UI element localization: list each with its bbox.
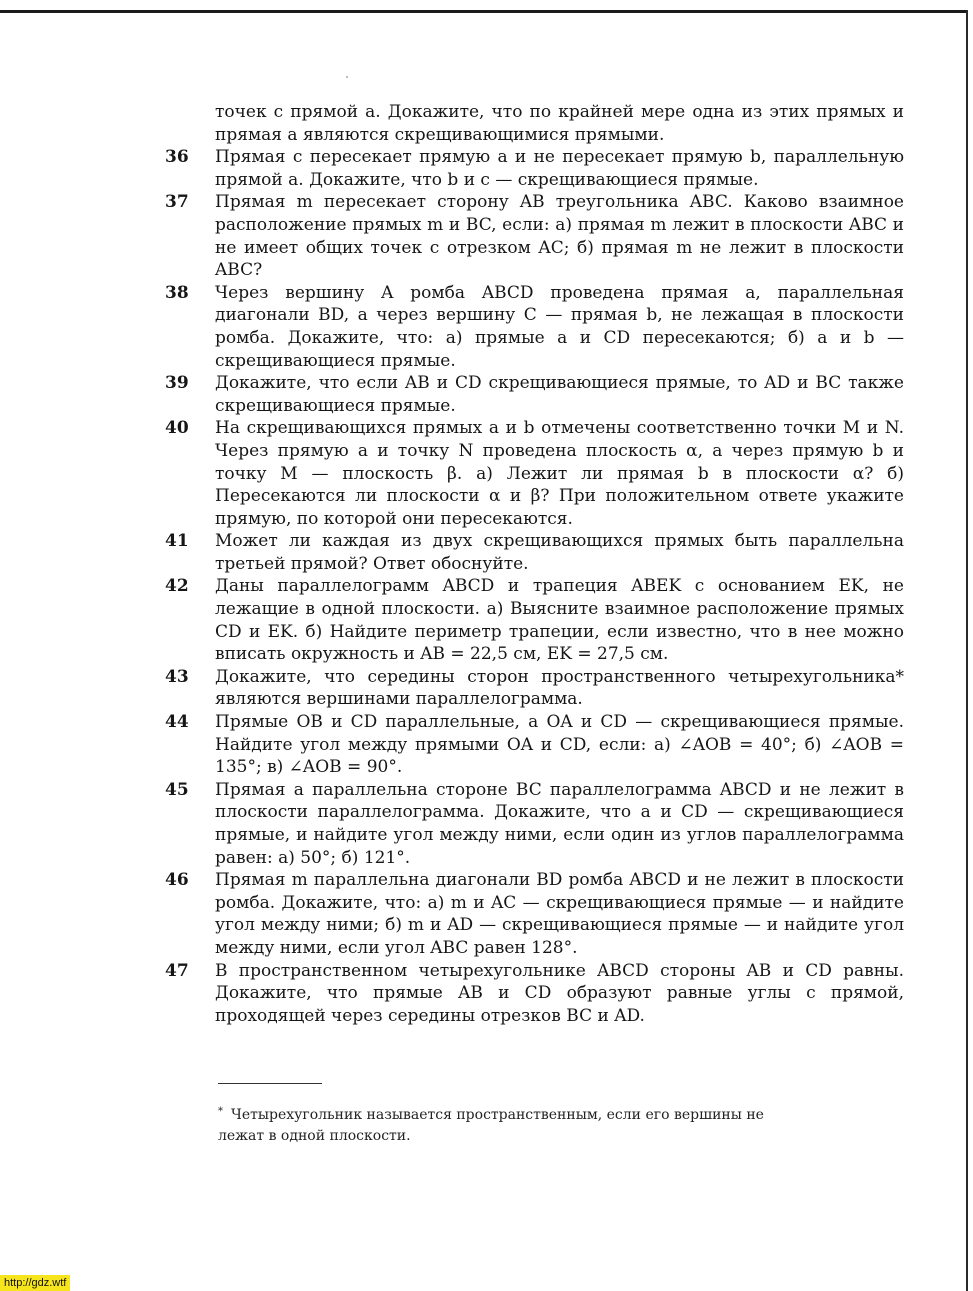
problem-42 [0, 575, 904, 665]
problem-text: В пространственном четырехугольнике ABCD стороны AB и CD равны. Докажите, что прямые AB и CD образуют равные углы с прямой, проходящей через середины отрезков BC и AD. [215, 960, 904, 1026]
problem-text: Прямые OB и CD параллельные, а OA и CD — скрещивающиеся прямые. Найдите угол между прямыми OA и CD, если: а) ∠AOB = 40°; б) ∠AOB = 135°; в) ∠AOB = 90°. [215, 712, 904, 778]
problem-46 [0, 869, 904, 959]
problem-36 [0, 146, 904, 191]
problem-number: 45 [165, 779, 189, 800]
problem-number: 46 [165, 870, 189, 891]
problem-number: 38 [165, 282, 189, 303]
problem-35-continued [0, 101, 904, 146]
problem-number: 42 [165, 576, 189, 597]
problem-text: Даны параллелограмм ABCD и трапеция ABEK с основанием EK, не лежащие в одной плоскости. а) Выясните взаимное расположение прямых CD и EK. б) Найдите периметр трапеции, если известно, что в нее можно вписать окружность и AB = 22,5 см, EK = 27,5 см. [215, 576, 904, 665]
problem-number: 41 [165, 531, 189, 552]
footnote-mark: * [218, 1106, 223, 1117]
problem-number: 40 [165, 418, 189, 439]
problem-text: Прямая m параллельна диагонали BD ромба ABCD и не лежит в плоскости ромба. Докажите, что: а) m и AC — скрещивающиеся прямые — и найдите угол между ними; б) m и AD — скрещивающиеся прямые — и найдите угол между ними, если угол ABC равен 128°. [215, 870, 904, 958]
problem-43 [0, 666, 904, 711]
problem-text: Прямая c пересекает прямую a и не пересекает прямую b, параллельную прямой a. Докажите, что b и c — скрещивающиеся прямые. [215, 147, 904, 190]
problem-text: На скрещивающихся прямых a и b отмечены соответственно точки M и N. Через прямую a и точку N проведена плоскость α, а через прямую b и точку M — плоскость β. а) Лежит ли прямая b в плоскости α? б) Пересекаются ли плоскости α и β? При положительном ответе укажите прямую, по которой они пересекаются. [215, 418, 904, 529]
problem-47 [0, 960, 904, 1028]
top-border-rule [0, 10, 968, 13]
footnote-text: Четырехугольник называется пространственным, если его вершины не лежат в одной плоскости. [218, 1107, 764, 1144]
problem-38 [0, 282, 904, 372]
problem-39 [0, 372, 904, 417]
problem-text: Докажите, что середины сторон пространственного четырехугольника* являются вершинами параллелограмма. [215, 666, 904, 710]
problem-45 [0, 779, 904, 869]
problem-text: точек с прямой a. Докажите, что по крайней мере одна из этих прямых и прямая a являются скрещивающимися прямыми. [215, 102, 904, 145]
footnote-separator [218, 1083, 322, 1084]
scan-speck [346, 76, 348, 78]
problem-40 [0, 417, 904, 530]
problem-number: 39 [165, 373, 189, 394]
problem-text: Прямая m пересекает сторону AB треугольника ABC. Каково взаимное расположение прямых m и BC, если: а) прямая m лежит в плоскости ABC и не имеет общих точек с отрезком AC; б) прямая m не лежит в плоскости ABC? [215, 192, 904, 281]
problem-number: 36 [165, 147, 189, 168]
problem-text: Прямая a параллельна стороне BC параллелограмма ABCD и не лежит в плоскости параллелограмма. Докажите, что a и CD — скрещивающиеся прямые, и найдите угол между ними, если один из углов параллелограмма равен: а) 50°; б) 121°. [215, 779, 904, 868]
problem-41 [0, 530, 904, 575]
problem-text: Через вершину A ромба ABCD проведена прямая a, параллельная диагонали BD, а через вершину C — прямая b, не лежащая в плоскости ромба. Докажите, что: а) прямые a и CD пересекаются; б) a и b — скрещивающиеся прямые. [215, 282, 904, 371]
source-link[interactable]: http://gdz.wtf [0, 1275, 70, 1291]
problem-number: 37 [165, 192, 189, 213]
problem-text: Докажите, что если AB и CD скрещивающиеся прямые, то AD и BC также скрещивающиеся прямые. [215, 373, 904, 416]
problem-37 [0, 191, 904, 281]
problem-number: 47 [165, 960, 189, 981]
problem-number: 43 [165, 666, 189, 687]
problem-list [0, 101, 960, 1027]
right-page-edge [966, 10, 968, 1291]
problem-number: 44 [165, 712, 189, 733]
footnote [218, 1101, 798, 1147]
problem-text: Может ли каждая из двух скрещивающихся прямых быть параллельна третьей прямой? Ответ обоснуйте. [215, 531, 904, 574]
problem-44 [0, 711, 904, 779]
